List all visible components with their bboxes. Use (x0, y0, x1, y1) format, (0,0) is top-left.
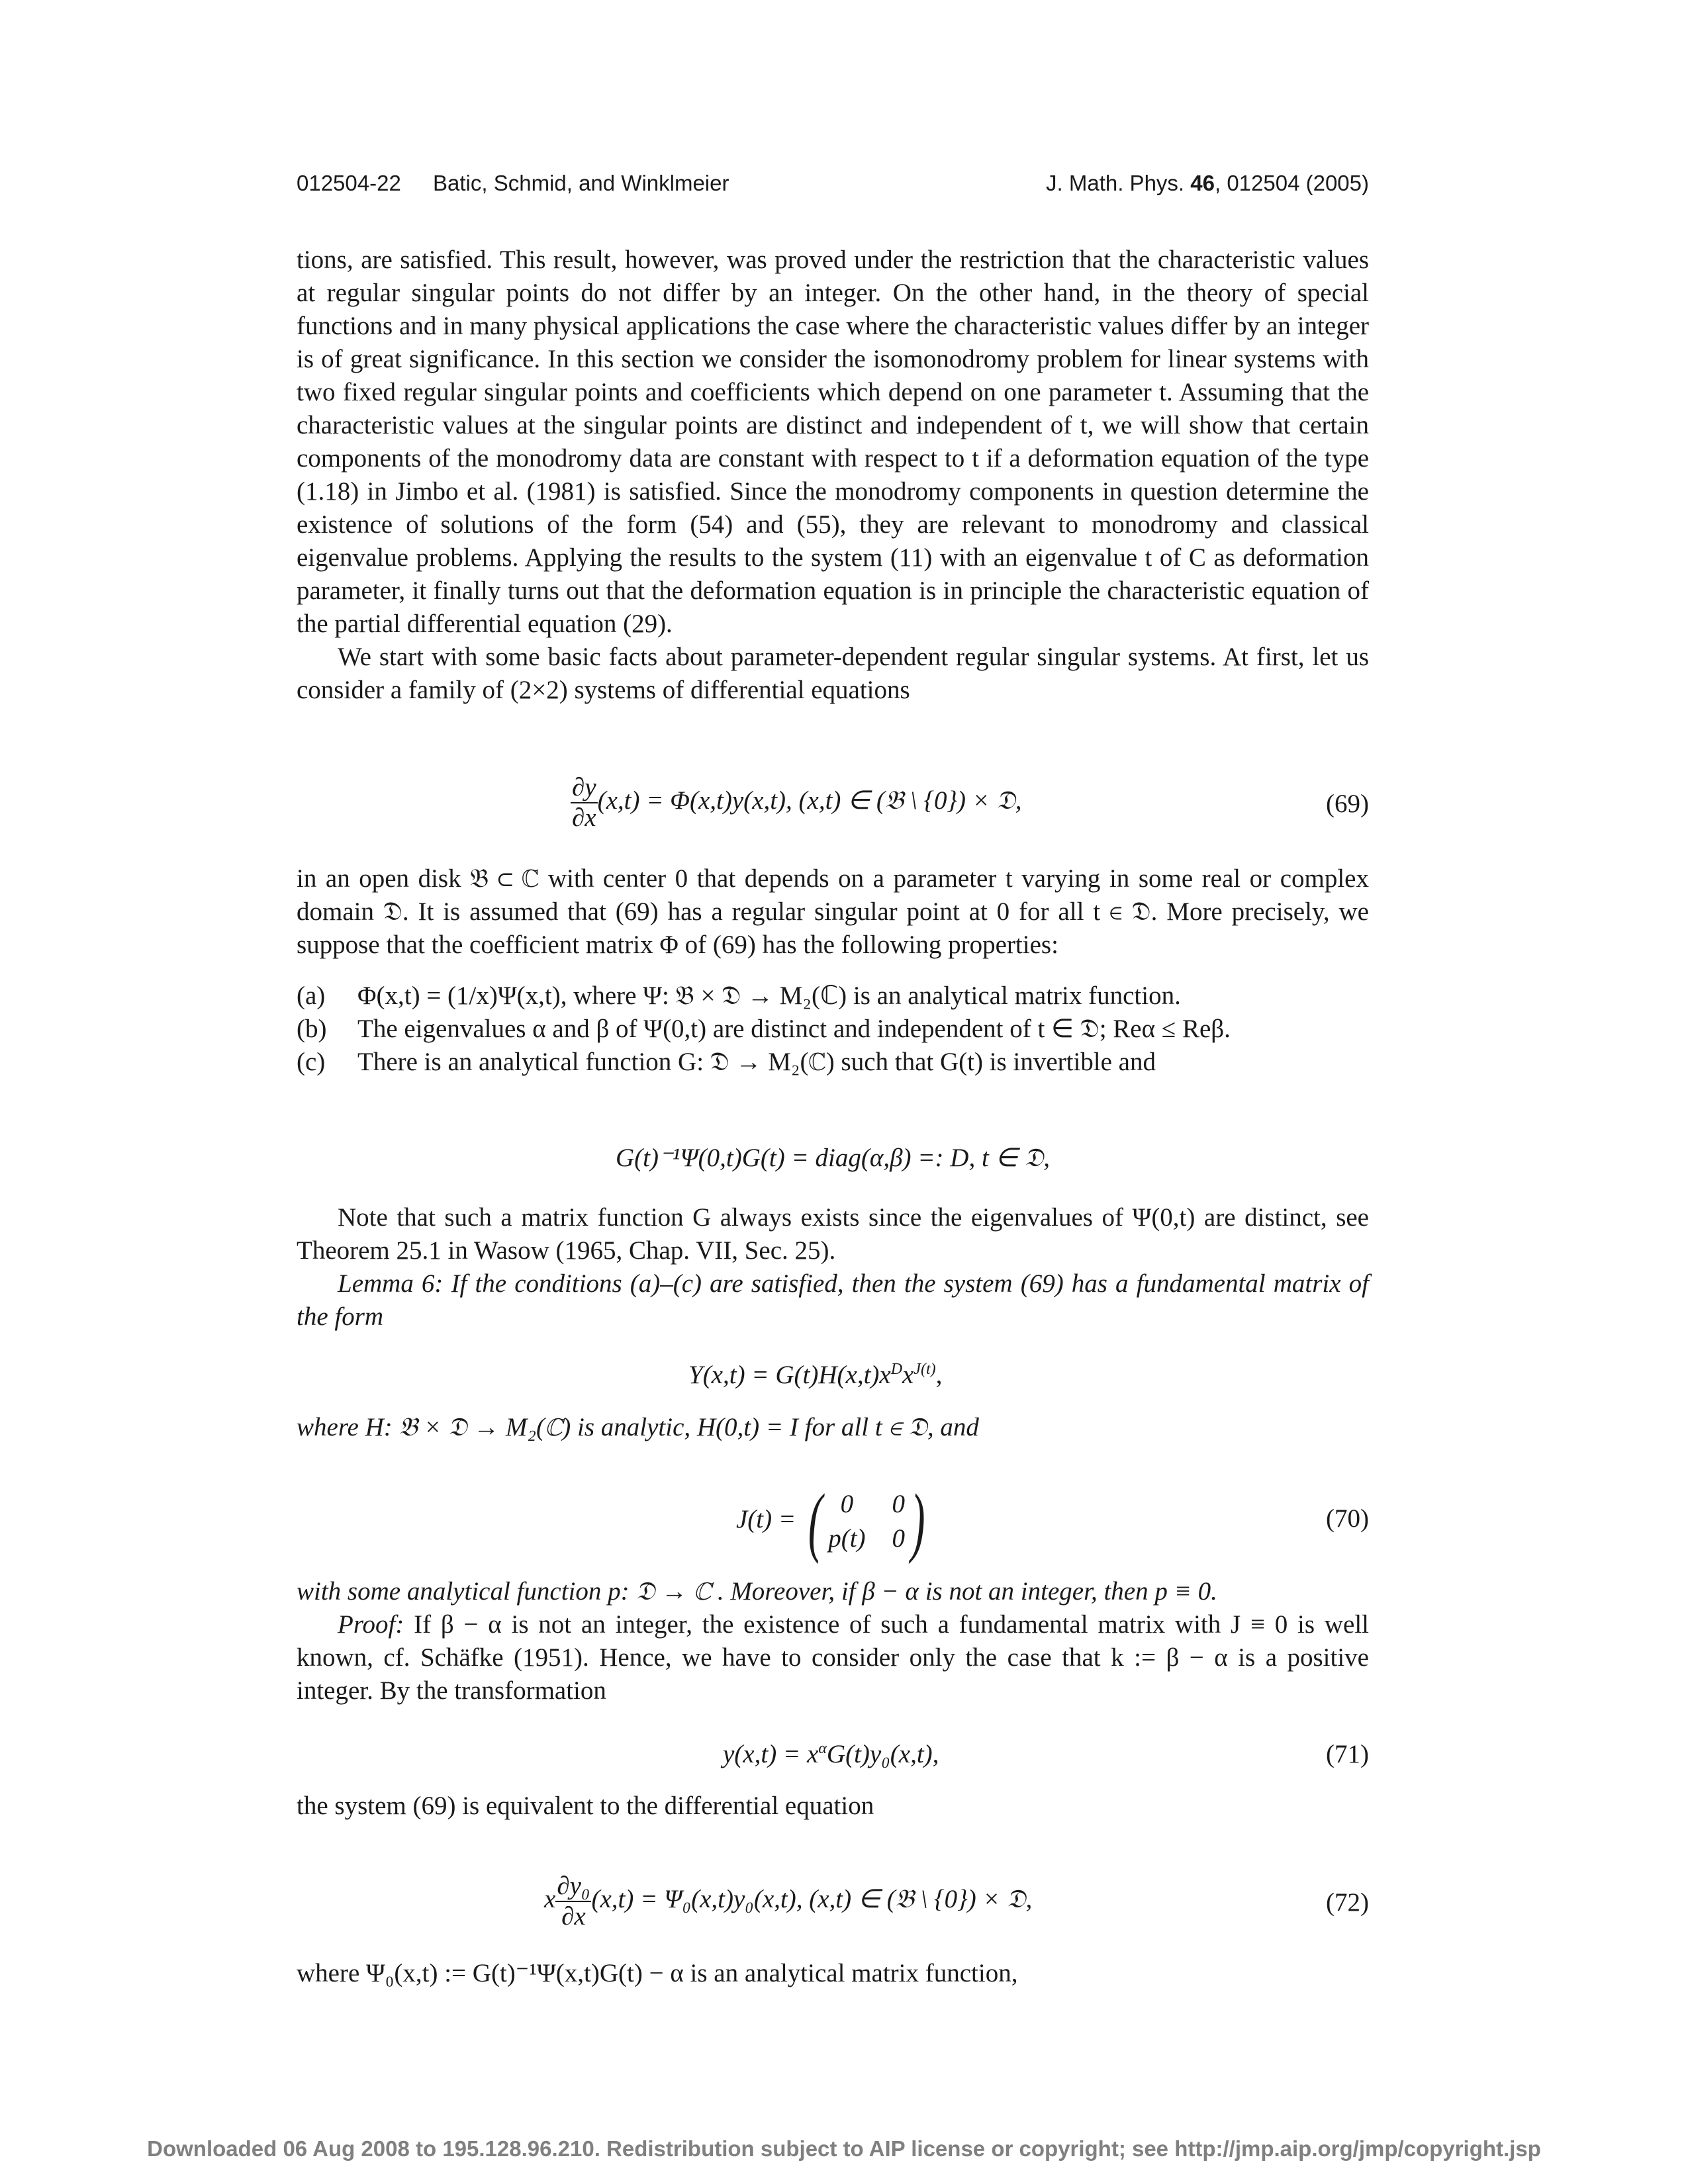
matrix-entry: 0 (840, 1490, 854, 1518)
condition-label: (c) (297, 1048, 326, 1076)
equation-number-71: (71) (1326, 1740, 1369, 1768)
partial-fraction (555, 1872, 591, 1931)
proof (297, 1608, 1369, 1707)
partial-fraction (571, 773, 598, 833)
page-id: 012504-22 (297, 171, 401, 195)
condition-label: (b) (297, 1015, 327, 1043)
equation-number-69: (69) (1326, 790, 1369, 818)
paragraph-where-h (297, 1411, 1369, 1444)
paragraph-equivalent (297, 1790, 1369, 1823)
condition-item (297, 1046, 1369, 1079)
matrix-entry: 0 (892, 1524, 906, 1553)
paragraph-text: tions, are satisfied. This result, however, was proved under the restriction that the characteristic values at regular singular points do not differ by an integer. On the other hand, in the theory of special functions and in many physical applications the case where the characteristic values differ by an integer is of great significance. In this section we consider the isomonodromy problem for linear systems with two fixed regular singular points and coefficients which depend on one parameter t. Assuming that the characteristic values at the singular points are distinct and independent of t, we will show that certain components of the monodromy data are constant with respect to t if a deformation equation of the type (1.18) in Jimbo et al. (1981) is satisfied. Since the monodromy components in question determine the existence of solutions of the form (54) and (55), they are relevant to monodromy and classical eigenvalue problems. Applying the results to the system (11) with an eigenvalue t of C as deformation parameter, it finally turns out that the deformation equation is in principle the characteristic equation of the partial differential equation (29). (297, 246, 1369, 638)
equation-70 (736, 1478, 931, 1565)
download-footer: Downloaded 06 Aug 2008 to 195.128.96.210. Redistribution subject to AIP license or copyright; see http://jmp.aip.org/jmp/copyright.jsp (147, 2136, 1541, 2161)
exponent-alpha: α (818, 1740, 827, 1757)
equation-body: (x,t) = Φ(x,t)y(x,t), (x,t) ∈ (𝔅 \ {0}) × 𝔇, (597, 786, 1022, 815)
equation-comma: , (935, 1361, 943, 1389)
fraction-numerator: ∂y (571, 773, 598, 803)
equation-fundamental-matrix (688, 1360, 942, 1390)
equation-body: (x,t) = Ψ₀(x,t)y₀(x,t), (x,t) ∈ (𝔅 \ {0}) × 𝔇, (591, 1884, 1033, 1913)
equation-number-70: (70) (1326, 1504, 1369, 1533)
journal-prefix: J. Math. Phys. (1046, 171, 1191, 195)
left-paren: ( (808, 1478, 823, 1565)
proof-label: Proof: (338, 1610, 404, 1639)
equation-body-x: x (902, 1361, 914, 1389)
matrix-lhs: J(t) = (736, 1504, 796, 1533)
paragraph-text: where Ψ₀(x,t) := G(t)⁻¹Ψ(x,t)G(t) − α is an analytical matrix function, (297, 1959, 1018, 1987)
proof-text: If β − α is not an integer, the existence of such a fundamental matrix with J ≡ 0 is well known, cf. Schäfke (1951). Hence, we have to consider only the case that k := β − α is a positive integer. By the transformation (297, 1610, 1369, 1705)
paragraph-text: Note that such a matrix function G always exists since the eigenvalues of Ψ(0,t) are distinct, see Theorem 25.1 in Wasow (1965, Chap. VII, Sec. 25). (297, 1203, 1369, 1265)
fraction-denominator: ∂x (572, 803, 596, 832)
exponent-d: D (890, 1361, 903, 1378)
paragraph-text: where H: 𝔅 × 𝔇 → M₂(ℂ) is analytic, H(0,t) = I for all t ∈ 𝔇, and (297, 1413, 979, 1441)
paragraph-intro (297, 244, 1369, 707)
exponent-j: J(t) (914, 1361, 936, 1378)
conditions-list (297, 979, 1369, 1079)
fraction-numerator: ∂y₀ (555, 1872, 591, 1902)
equation-prefix: x (544, 1884, 556, 1913)
matrix-entry: p(t) (828, 1524, 866, 1553)
equation-body: y(x,t) = x (723, 1740, 819, 1768)
equation-69 (571, 773, 1022, 833)
lemma-conclusion: with some analytical function p: 𝔇 → ℂ . Moreover, if β − α is not an integer, then p ≡ 0. (297, 1577, 1217, 1606)
lemma-label: Lemma 6: (338, 1269, 444, 1298)
condition-text: The eigenvalues α and β of Ψ(0,t) are distinct and independent of t ∈ 𝔇; Reα ≤ Reβ. (357, 1015, 1231, 1043)
condition-text: Φ(x,t) = (1/x)Ψ(x,t), where Ψ: 𝔅 × 𝔇 → M₂(ℂ) is an analytical matrix function. (357, 981, 1181, 1010)
paragraph-text: the system (69) is equivalent to the differential equation (297, 1792, 874, 1820)
journal-suffix: , 012504 (2005) (1214, 171, 1369, 195)
paragraph-basic-facts: We start with some basic facts about parameter-dependent regular singular systems. At first, let us consider a family of (2×2) systems of differential equations (297, 643, 1369, 704)
lemma-6 (297, 1267, 1369, 1334)
fraction-denominator: ∂x (561, 1902, 586, 1931)
matrix-entries (828, 1488, 905, 1555)
paragraph-text: in an open disk 𝔅 ⊂ ℂ with center 0 that depends on a parameter t varying in some real or complex domain 𝔇. It is assumed that (69) has a regular singular point at 0 for all t ∈ 𝔇. More precisely, we suppose that the coefficient matrix Φ of (69) has the following properties: (297, 864, 1369, 959)
condition-label: (a) (297, 981, 326, 1010)
equation-body: Y(x,t) = G(t)H(x,t)x (688, 1361, 891, 1389)
paragraph-disk (297, 862, 1369, 962)
paragraph-proof (297, 1575, 1369, 1707)
equation-71 (723, 1739, 939, 1769)
paragraph-note (297, 1201, 1369, 1334)
matrix-j (802, 1478, 931, 1565)
equation-72 (544, 1872, 1032, 1931)
paragraph-psi0 (297, 1957, 1369, 1990)
matrix-entry: 0 (892, 1490, 906, 1518)
journal-citation (1046, 171, 1369, 196)
equation-diagonalization: G(t)⁻¹Ψ(0,t)G(t) = diag(α,β) =: D, t ∈ 𝔇, (616, 1144, 1050, 1172)
journal-volume: 46 (1190, 171, 1215, 195)
condition-item (297, 1013, 1369, 1046)
equation-body-rest: G(t)y₀(x,t), (826, 1740, 939, 1768)
running-authors: Batic, Schmid, and Winklmeier (433, 171, 729, 195)
condition-item (297, 979, 1369, 1013)
condition-text: There is an analytical function G: 𝔇 → M₂(ℂ) such that G(t) is invertible and (357, 1048, 1156, 1076)
equation-number-72: (72) (1326, 1888, 1369, 1917)
right-paren: ) (910, 1478, 925, 1565)
lemma-text: If the conditions (a)–(c) are satisfied, then the system (69) has a fundamental matrix of the form (297, 1269, 1369, 1331)
